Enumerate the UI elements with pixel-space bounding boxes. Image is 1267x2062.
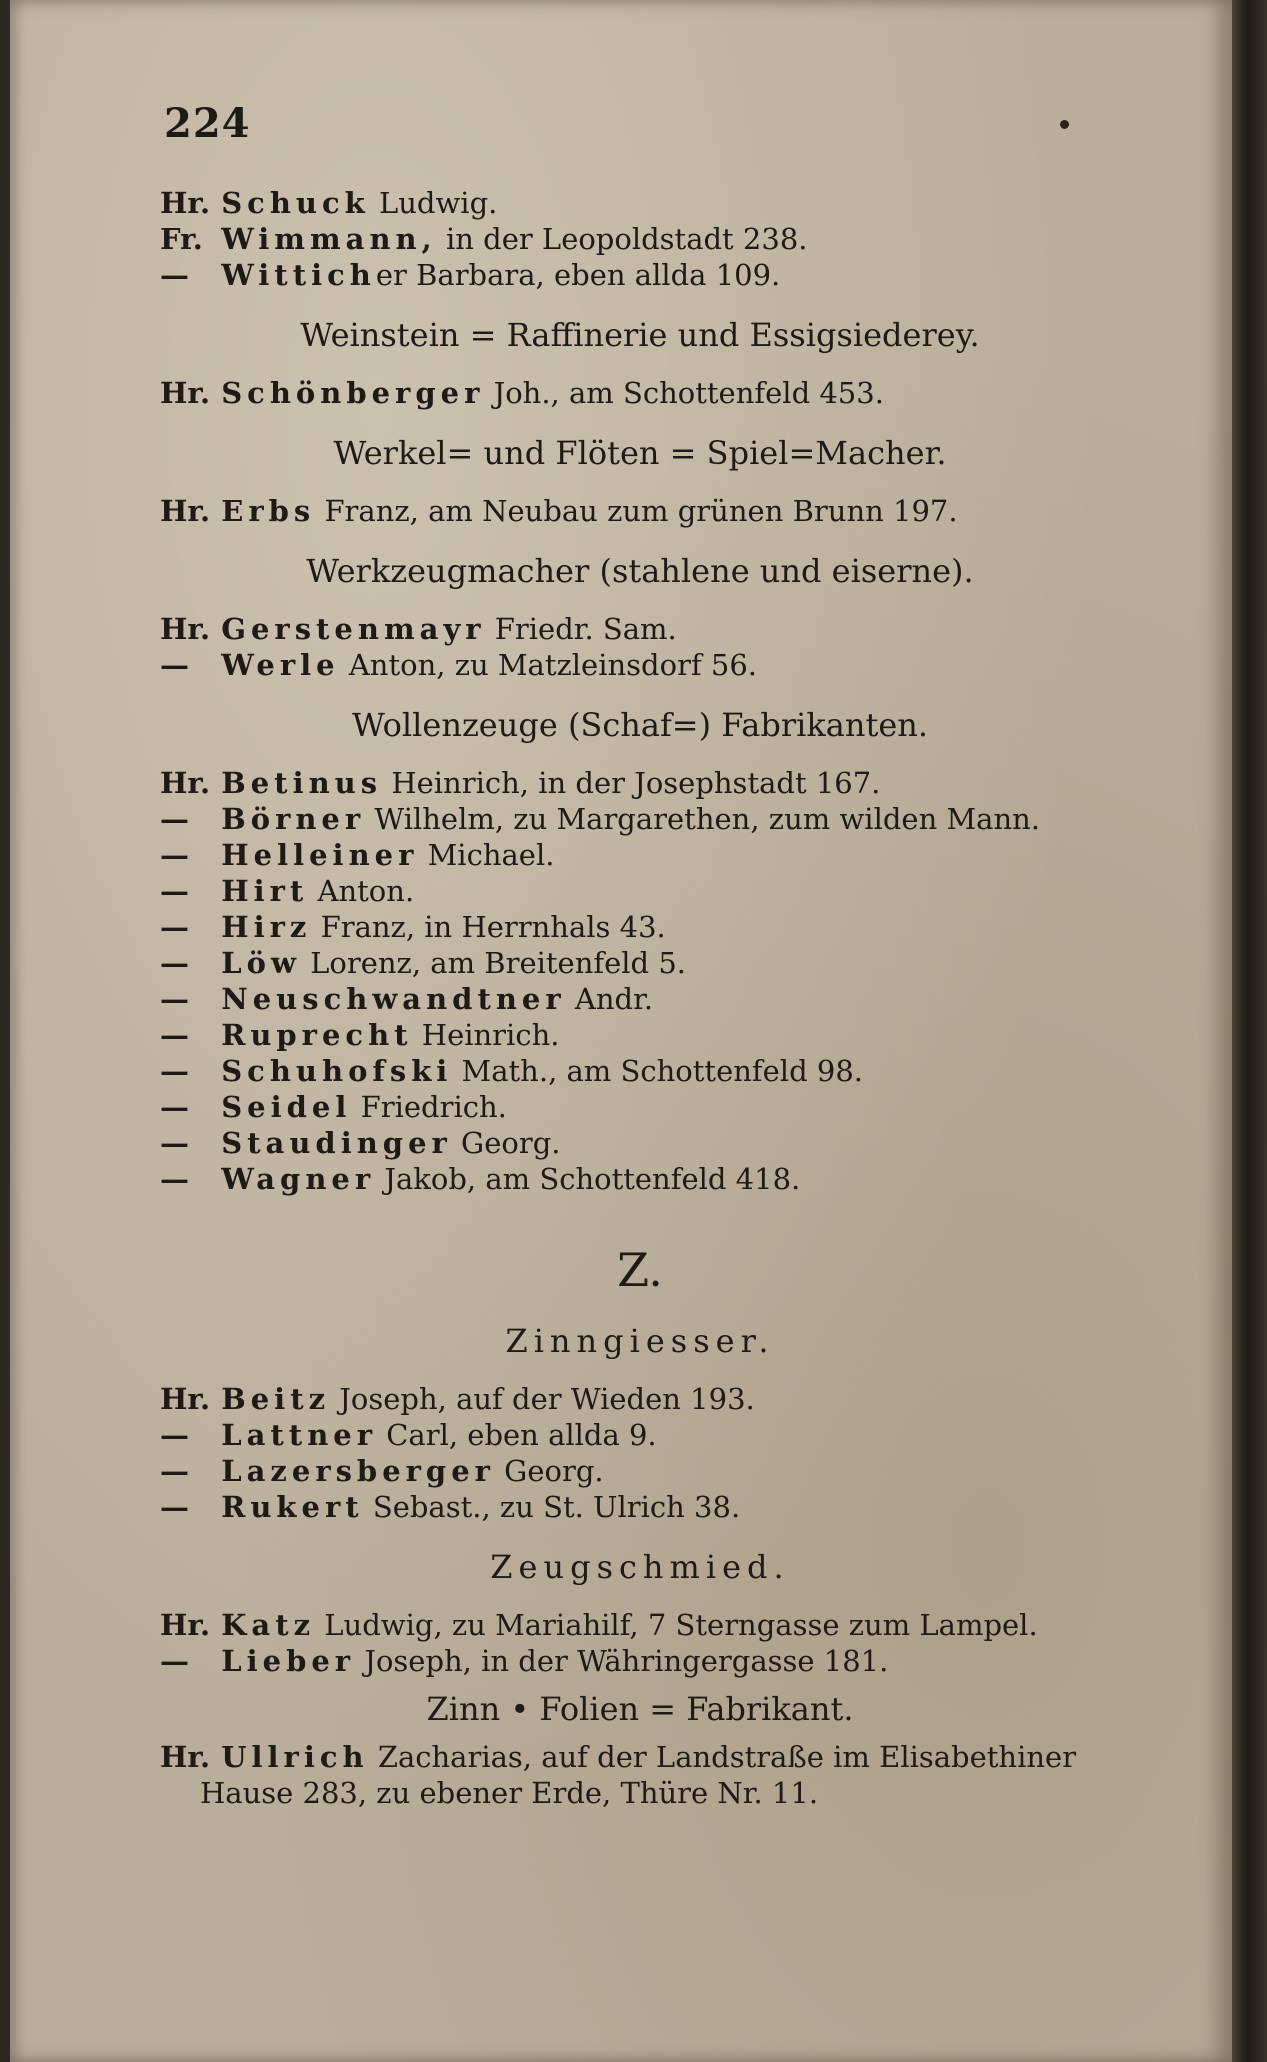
entry-prefix: Hr. (160, 1740, 211, 1774)
entry-prefix: Hr. (160, 1608, 211, 1642)
directory-entry (160, 1739, 1120, 1775)
entry-details: Georg. (461, 1126, 561, 1160)
entry-details: Heinrich, in der Josephstadt 167. (391, 766, 881, 800)
entry-name: Helleiner (221, 838, 419, 872)
entry-prefix: — (160, 648, 189, 682)
entry-name: Hirz (221, 910, 312, 944)
book-spine (1232, 0, 1267, 2062)
entry-name: Löw (221, 946, 301, 980)
directory-entry (160, 1017, 1120, 1053)
entry-name: Erbs (221, 494, 316, 528)
section-continued (160, 185, 1120, 293)
entry-details: Franz, in Herrnhals 43. (320, 910, 666, 944)
directory-entry (160, 837, 1120, 873)
directory-entry (160, 1125, 1120, 1161)
entry-prefix: — (160, 258, 189, 292)
section-weinstein (160, 315, 1120, 411)
section-zeugschmied (160, 1547, 1120, 1679)
entry-name: Wagner (221, 1162, 376, 1196)
section-werkel (160, 433, 1120, 529)
entry-details: Joh., am Schottenfeld 453. (493, 376, 884, 410)
entry-prefix: — (160, 1644, 189, 1678)
section-heading: Zeugschmied. (490, 1548, 790, 1586)
directory-entry (160, 493, 1120, 529)
directory-entry (160, 1417, 1120, 1453)
entry-name: Ullrich (221, 1740, 369, 1774)
entry-details: Joseph, auf der Wieden 193. (339, 1382, 755, 1416)
directory-entry-continuation (160, 1775, 1120, 1811)
entry-prefix: — (160, 1126, 189, 1160)
section-heading: Zinn • Folien = Fabrikant. (426, 1690, 854, 1728)
entry-prefix: — (160, 946, 189, 980)
paper-page (10, 0, 1232, 2062)
entry-prefix: Hr. (160, 186, 211, 220)
directory-entry (160, 1643, 1120, 1679)
directory-entry (160, 981, 1120, 1017)
section-heading: Werkel= und Flöten = Spiel=Macher. (333, 434, 947, 472)
entry-prefix: — (160, 1490, 189, 1524)
entry-name: Börner (221, 802, 366, 836)
directory-entry (160, 1053, 1120, 1089)
entry-details: Ludwig, zu Mariahilf, 7 Sterngasse zum Lampel. (324, 1608, 1038, 1642)
directory-entry (160, 647, 1120, 683)
entry-name: Lieber (221, 1644, 356, 1678)
entry-name: Ruprecht (221, 1018, 413, 1052)
entry-prefix: Hr. (160, 612, 211, 646)
entry-prefix: — (160, 910, 189, 944)
entry-details: Franz, am Neubau zum grünen Brunn 197. (324, 494, 958, 528)
entry-prefix: Hr. (160, 766, 211, 800)
entry-prefix: — (160, 982, 189, 1016)
directory-entry (160, 1489, 1120, 1525)
directory-entry (160, 945, 1120, 981)
directory-entry (160, 375, 1120, 411)
entry-details: Anton. (317, 874, 415, 908)
entry-details: Andr. (574, 982, 653, 1016)
directory-entry (160, 1607, 1120, 1643)
page-text (160, 100, 1120, 1811)
entry-name: Beitz (221, 1382, 331, 1416)
directory-entry (160, 257, 1120, 293)
section-wollenzeuge (160, 705, 1120, 1197)
section-heading: Werkzeugmacher (stahlene und eiserne). (306, 552, 974, 590)
entry-details: Ludwig. (378, 186, 498, 220)
entry-prefix: — (160, 1418, 189, 1452)
entry-details: Zacharias, auf der Landstraße im Elisabethiner (377, 1740, 1077, 1774)
entry-details: Sebast., zu St. Ulrich 38. (372, 1490, 741, 1524)
entry-name: Rukert (221, 1490, 364, 1524)
entry-prefix: — (160, 1054, 189, 1088)
entry-prefix: — (160, 1162, 189, 1196)
entry-details: Carl, eben allda 9. (386, 1418, 657, 1452)
section-zinn-folien (160, 1689, 1120, 1811)
entry-prefix: — (160, 1454, 189, 1488)
entry-name: Lazersberger (221, 1454, 495, 1488)
entry-prefix: Hr. (160, 494, 211, 528)
page-number: 224 (164, 100, 251, 147)
entry-details: Wilhelm, zu Margarethen, zum wilden Mann. (374, 802, 1041, 836)
section-werkzeugmacher (160, 551, 1120, 683)
directory-entry (160, 801, 1120, 837)
entry-name: Neuschwandtner (221, 982, 566, 1016)
directory-entry (160, 765, 1120, 801)
entry-details: Friedr. Sam. (494, 612, 677, 646)
entry-prefix: Hr. (160, 376, 211, 410)
entry-name: Seidel (221, 1090, 352, 1124)
entry-name: Staudinger (221, 1126, 452, 1160)
entry-details: Georg. (504, 1454, 604, 1488)
directory-entry (160, 1381, 1120, 1417)
entry-details: Hause 283, zu ebener Erde, Thüre Nr. 11. (200, 1776, 819, 1810)
entry-name: Betinus (221, 766, 383, 800)
entry-name: Hirt (221, 874, 309, 908)
entry-name: Wimmann, (221, 222, 437, 256)
entry-prefix: Fr. (160, 222, 203, 256)
section-zinngiesser (160, 1321, 1120, 1525)
directory-entry (160, 873, 1120, 909)
entry-details: Michael. (427, 838, 555, 872)
entry-prefix: — (160, 838, 189, 872)
directory-entry (160, 185, 1120, 221)
entry-details: Lorenz, am Breitenfeld 5. (310, 946, 687, 980)
directory-entry (160, 1161, 1120, 1197)
entry-details: Math., am Schottenfeld 98. (461, 1054, 863, 1088)
entry-prefix: — (160, 802, 189, 836)
section-heading: Zinngiesser. (505, 1322, 775, 1360)
entry-name: Schönberger (221, 376, 485, 410)
entry-details: Anton, zu Matzleinsdorf 56. (348, 648, 758, 682)
directory-entry (160, 1453, 1120, 1489)
entry-prefix: Hr. (160, 1382, 211, 1416)
entry-name: Wittich (221, 258, 376, 292)
directory-entry (160, 611, 1120, 647)
entry-name: Katz (221, 1608, 316, 1642)
entry-details: Heinrich. (421, 1018, 560, 1052)
directory-entry (160, 1089, 1120, 1125)
entry-name: Schuhofski (221, 1054, 453, 1088)
entry-details: Joseph, in der Währingergasse 181. (364, 1644, 889, 1678)
entry-name: Gerstenmayr (221, 612, 486, 646)
directory-entry (160, 909, 1120, 945)
entry-details: Friedrich. (360, 1090, 507, 1124)
alphabet-letter-heading: Z. (617, 1243, 663, 1297)
section-heading: Wollenzeuge (Schaf=) Fabrikanten. (351, 706, 929, 744)
entry-prefix: — (160, 1090, 189, 1124)
directory-entry (160, 221, 1120, 257)
section-heading: Weinstein = Raffinerie und Essigsiederey. (300, 316, 980, 354)
entry-name: Schuck (221, 186, 370, 220)
entry-details: Jakob, am Schottenfeld 418. (384, 1162, 801, 1196)
entry-details: in der Leopoldstadt 238. (445, 222, 808, 256)
entry-prefix: — (160, 1018, 189, 1052)
entry-name: Werle (221, 648, 340, 682)
entry-name: Lattner (221, 1418, 378, 1452)
entry-details: er Barbara, eben allda 109. (375, 258, 781, 292)
entry-prefix: — (160, 874, 189, 908)
